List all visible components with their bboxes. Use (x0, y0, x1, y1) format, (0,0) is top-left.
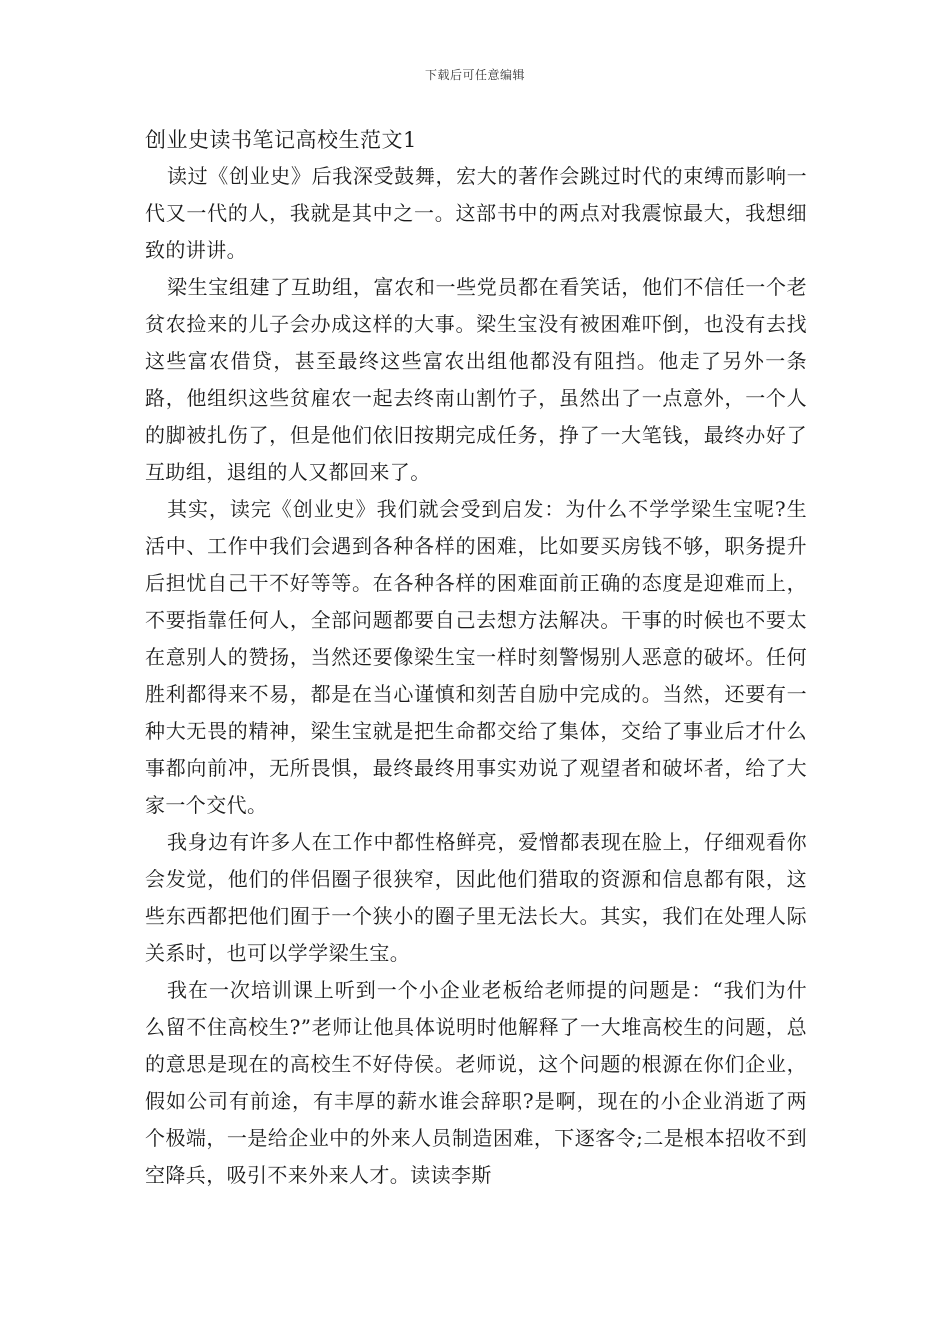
document-body (145, 122, 807, 1194)
header-note: 下载后可任意编辑 (424, 68, 525, 82)
paragraph: 我在一次培训课上听到一个小企业老板给老师提的问题是：“我们为什么留不住高校生?”老师让他具体说明时他解释了一大堆高校生的问题，总的意思是现在的高校生不好侍侯。老师说，这个问题的根源在你们企业，假如公司有前途，有丰厚的薪水谁会辞职?是啊，现在的小企业消逝了两个极端，一是给企业中的外来人员制造困难，下逐客令;二是根本招收不到空降兵，吸引不来外来人才。读读李斯 (145, 978, 807, 1187)
paragraph: 读过《创业史》后我深受鼓舞，宏大的著作会跳过时代的束缚而影响一代又一代的人，我就是其中之一。这部书中的两点对我震惊最大，我想细致的讲讲。 (145, 164, 807, 262)
paragraph: 我身边有许多人在工作中都性格鲜亮，爱憎都表现在脸上，仔细观看你会发觉，他们的伴侣圈子很狭窄，因此他们猎取的资源和信息都有限，这些东西都把他们囿于一个狭小的圈子里无法长大。其实，我们在处理人际关系时，也可以学学梁生宝。 (145, 830, 807, 965)
document-title: 创业史读书笔记高校生范文1 (145, 128, 417, 152)
paragraph: 梁生宝组建了互助组，富农和一些党员都在看笑话，他们不信任一个老贫农捡来的儿子会办成这样的大事。梁生宝没有被困难吓倒，也没有去找这些富农借贷，甚至最终这些富农出组他都没有阻挡。他走了另外一条路，他组织这些贫雇农一起去终南山割竹子，虽然出了一点意外，一个人的脚被扎伤了，但是他们依旧按期完成任务，挣了一大笔钱，最终办好了互助组，退组的人又都回来了。 (145, 275, 807, 484)
paragraph: 其实，读完《创业史》我们就会受到启发：为什么不学学梁生宝呢?生活中、工作中我们会遇到各种各样的困难，比如要买房钱不够，职务提升后担忧自己干不好等等。在各种各样的困难面前正确的态度是迎难而上，不要指靠任何人，全部问题都要自己去想方法解决。干事的时候也不要太在意别人的赞扬，当然还要像梁生宝一样时刻警惕别人恶意的破坏。任何胜利都得来不易，都是在当心谨慎和刻苦自励中完成的。当然，还要有一种大无畏的精神，梁生宝就是把生命都交给了集体，交给了事业后才什么事都向前冲，无所畏惧，最终最终用事实劝说了观望者和破坏者，给了大家一个交代。 (145, 497, 807, 817)
